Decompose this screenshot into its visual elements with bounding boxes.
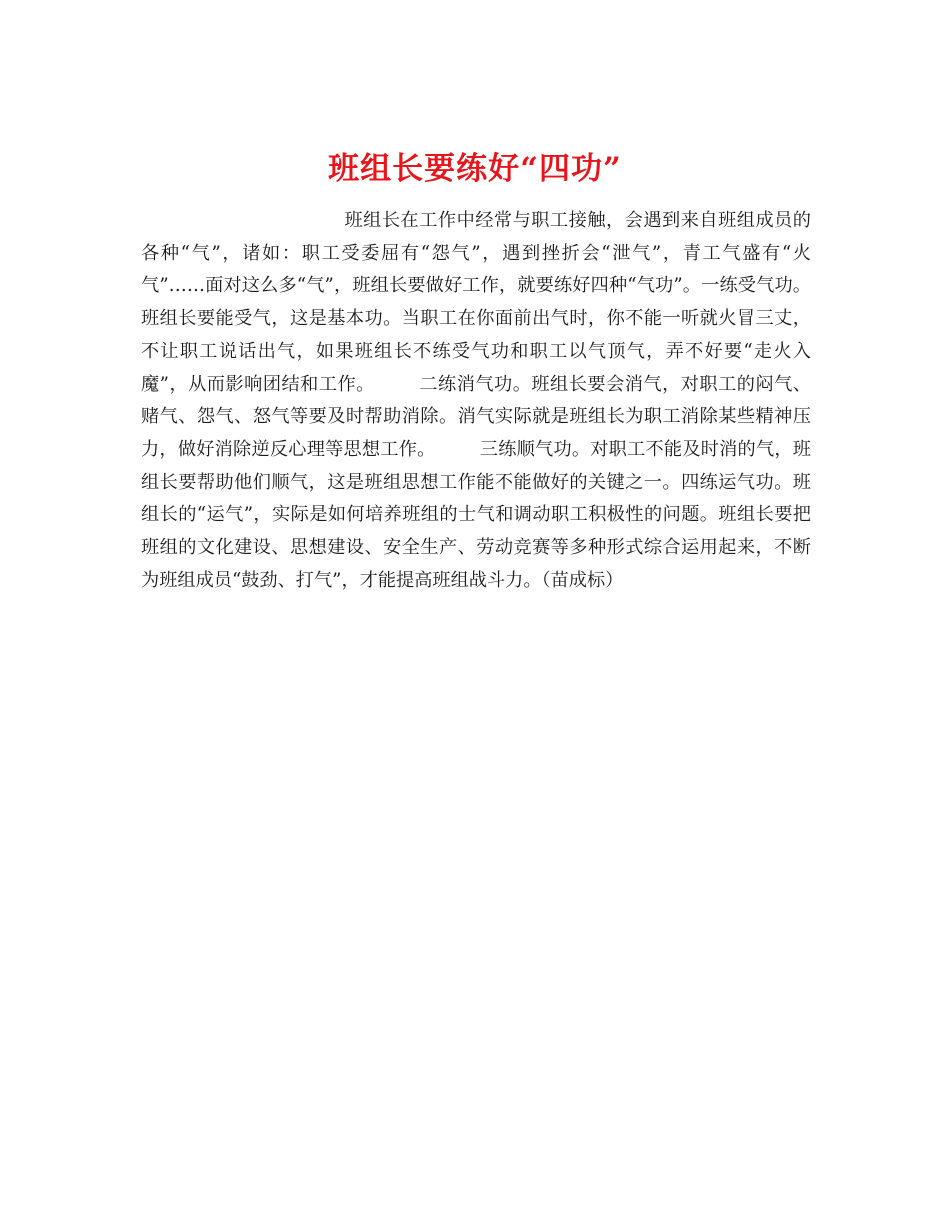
body-paragraph	[141, 205, 811, 597]
intro-text: 班组长在工作中经常与职工接触，会遇到来自班组成员的各种“气”，诸如：职工受委屈有“怨气”，遇到挫折会“泄气”，青工气盛有“火气”……面对这么多“气”，班组长要做好工作，就要练好四种“气功”。	[141, 210, 811, 297]
document-title: 班组长要练好“四功”	[328, 150, 622, 187]
document-body	[141, 205, 811, 597]
section-2-text: 二练消气功。班组长要会消气，对职工的闷气、赌气、怨气、怒气等要及时帮助消除。消气实际就是班组长为职工消除某些精神压力，做好消除逆反心理等思想工作。	[141, 373, 811, 460]
section-4-text: 四练运气功。班组长的“运气”，实际是如何培养班组的士气和调动职工积极性的问题。班组长要把班组的文化建设、思想建设、安全生产、劳动竞赛等多种形式综合运用起来，不断为班组成员“鼓劲、打气”，才能提高班组战斗力。（苗成标）	[141, 471, 811, 591]
section-3-text: 三练顺气功。对职工不能及时消的气，班组长要帮助他们顺气，这是班组思想工作能不能做好的关键之一。	[141, 438, 811, 493]
section-1-text: 一练受气功。班组长要能受气，这是基本功。当职工在你面前出气时，你不能一听就火冒三丈，不让职工说话出气，如果班组长不练受气功和职工以气顶气，弄不好要“走火入魔”，从而影响团结和工作。	[141, 275, 811, 395]
